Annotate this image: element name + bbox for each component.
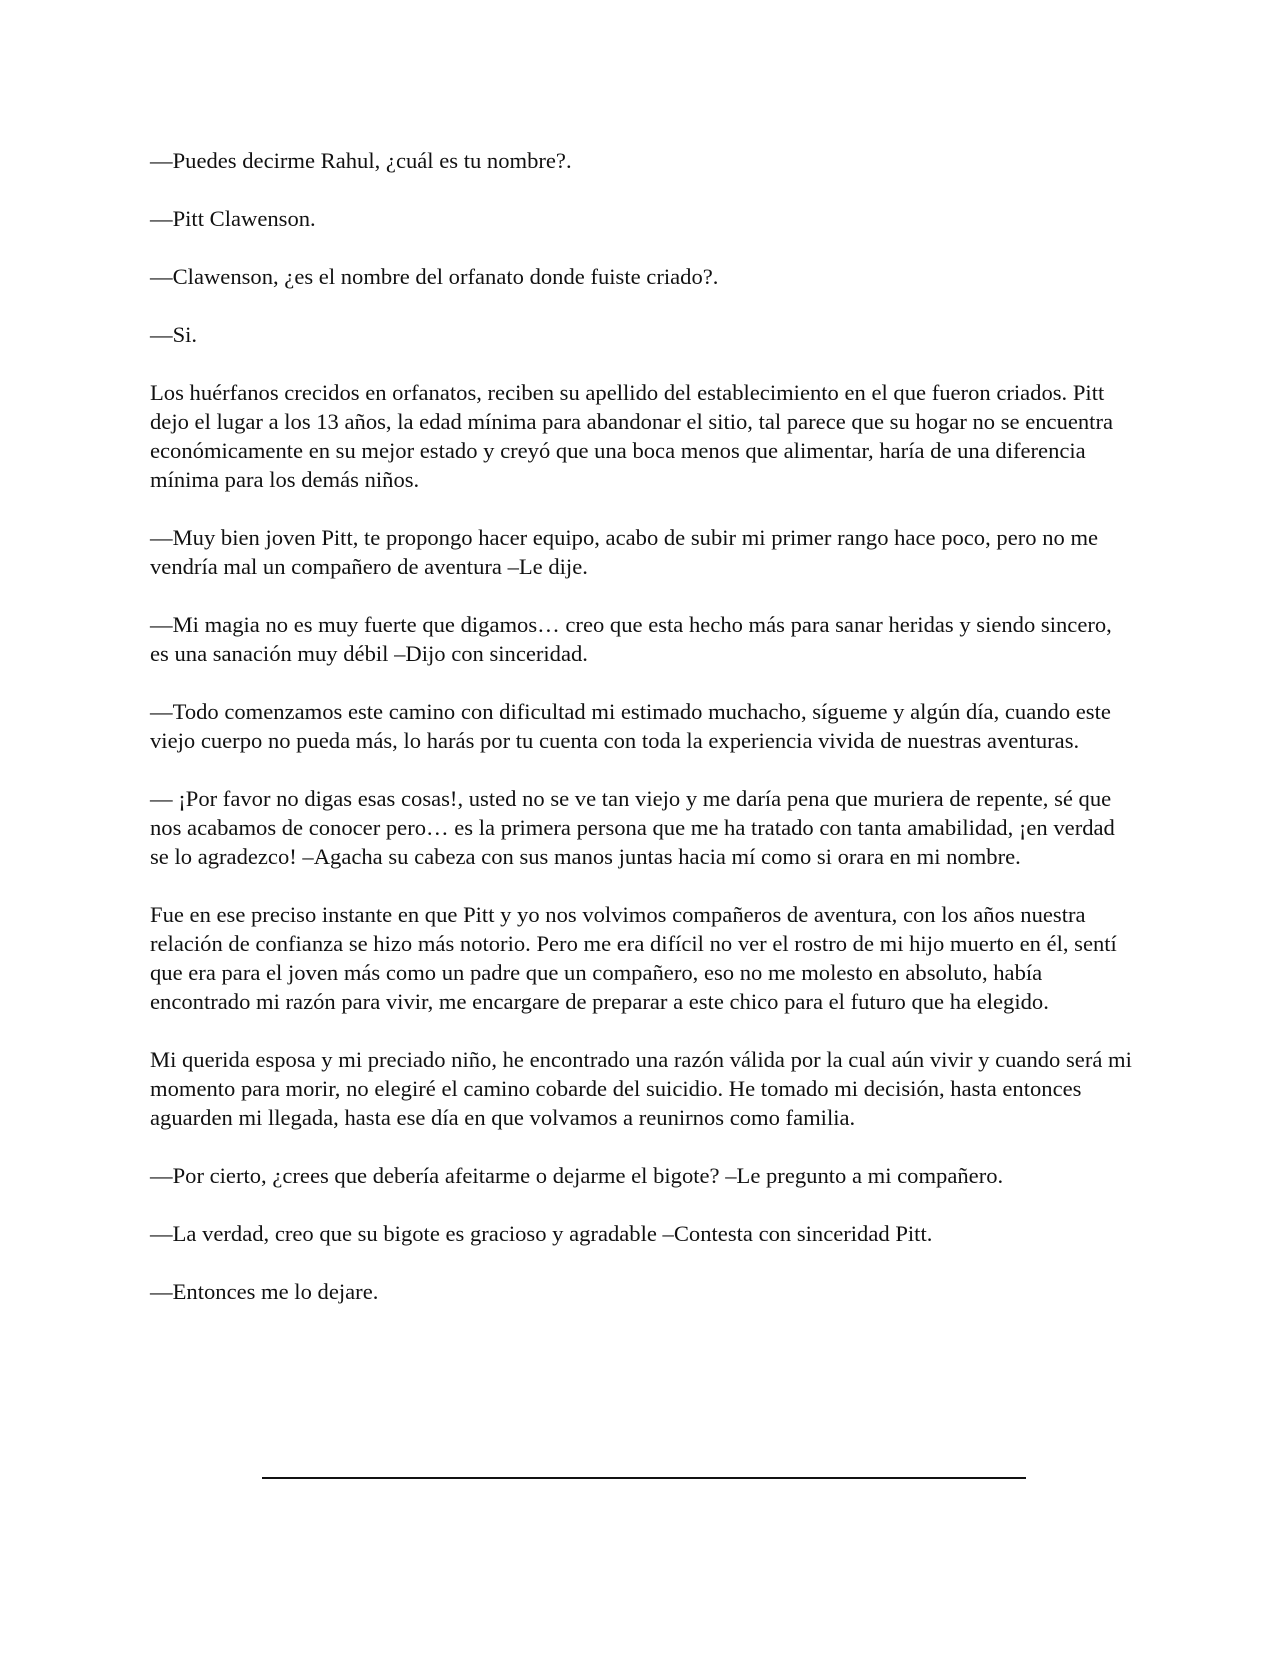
dialogue-paragraph: —Todo comenzamos este camino con dificultad mi estimado muchacho, sígueme y algún día, cuando este viejo cuerpo no pueda más, lo harás por tu cuenta con toda la experiencia vivida de nuestras aventuras. [150,699,1111,753]
dialogue-paragraph: —Entonces me lo dejare. [150,1279,379,1304]
section-divider [262,1477,1026,1479]
dialogue-paragraph: — ¡Por favor no digas esas cosas!, usted no se ve tan viejo y me daría pena que muriera de repente, sé que nos acabamos de conocer pero… es la primera persona que me ha tratado con tanta amabilidad, ¡en verdad se lo agradezco! –Agacha su cabeza con sus manos juntas hacia mí como si orara en mi nombre. [150,786,1115,869]
document-page [150,146,1132,1335]
dialogue-paragraph: —Pitt Clawenson. [150,206,316,231]
dialogue-paragraph: —Clawenson, ¿es el nombre del orfanato donde fuiste criado?. [150,264,719,289]
dialogue-paragraph: —Muy bien joven Pitt, te propongo hacer equipo, acabo de subir mi primer rango hace poco, pero no me vendría mal un compañero de aventura –Le dije. [150,525,1099,579]
narrative-paragraph: Fue en ese preciso instante en que Pitt y yo nos volvimos compañeros de aventura, con los años nuestra relación de confianza se hizo más notorio. Pero me era difícil no ver el rostro de mi hijo muerto en él, sentí que era para el joven más como un padre que un compañero, eso no me molesto en absoluto, había encontrado mi razón para vivir, me encargare de preparar a este chico para el futuro que ha elegido. [150,902,1117,1014]
dialogue-paragraph: —Por cierto, ¿crees que debería afeitarme o dejarme el bigote? –Le pregunto a mi compañero. [150,1163,1004,1188]
narrative-paragraph: Mi querida esposa y mi preciado niño, he encontrado una razón válida por la cual aún vivir y cuando será mi momento para morir, no elegiré el camino cobarde del suicidio. He tomado mi decisión, hasta entonces aguarden mi llegada, hasta ese día en que volvamos a reunirnos como familia. [150,1047,1132,1130]
dialogue-paragraph: —Puedes decirme Rahul, ¿cuál es tu nombre?. [150,148,572,173]
dialogue-paragraph: —Si. [150,322,198,347]
narrative-paragraph: Los huérfanos crecidos en orfanatos, reciben su apellido del establecimiento en el que fueron criados. Pitt dejo el lugar a los 13 años, la edad mínima para abandonar el sitio, tal parece que su hogar no se encuentra económicamente en su mejor estado y creyó que una boca menos que alimentar, haría de una diferencia mínima para los demás niños. [150,380,1114,492]
dialogue-paragraph: —Mi magia no es muy fuerte que digamos… creo que esta hecho más para sanar heridas y siendo sincero, es una sanación muy débil –Dijo con sinceridad. [150,612,1112,666]
dialogue-paragraph: —La verdad, creo que su bigote es gracioso y agradable –Contesta con sinceridad Pitt. [150,1221,933,1246]
